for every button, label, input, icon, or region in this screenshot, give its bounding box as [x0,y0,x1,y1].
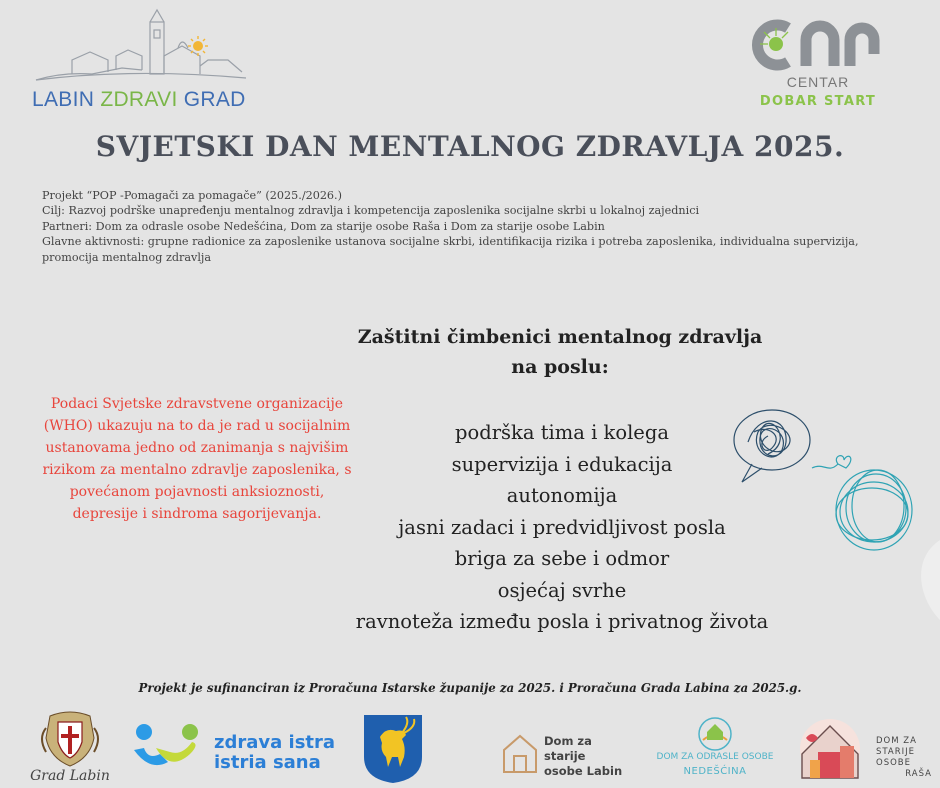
labin-logo-text [32,88,246,112]
project-info [42,188,912,265]
labin-word: LABIN [32,88,95,111]
dom-labin-logo [500,728,630,778]
factors-heading-line1: Zaštitni čimbenici mentalnog zdravlja [357,326,763,348]
grad-word: GRAD [183,88,246,111]
partners-line: Partneri: Dom za odrasle osobe Nedešćina, Dom za starije osobe Raša i Dom za starije osobe Labin [42,219,605,233]
dom-labin-line1: Dom za starije [544,734,592,763]
zdrava-istra-heart-icon [130,714,210,784]
istria-goat-crest-icon [362,713,424,785]
labin-coat-of-arms-icon [20,708,120,768]
sun-icon [188,36,208,56]
factor-item: osjećaj svrhe [497,578,627,602]
grad-labin-caption: Grad Labin [30,768,110,784]
factor-item: jasni zadaci i predvidljivost posla [398,515,726,539]
house-icon [500,728,542,776]
activities-line: Glavne aktivnosti: grupne radionice za zaposlenike ustanova socijalne skrbi, identifikacija rizika i potreba zaposlenika, individualna supervizija, [42,235,859,249]
factor-item: autonomija [506,484,618,507]
factor-item: podrška tima i kolega [455,421,669,444]
dom-nedescina-logo [652,716,778,778]
factors-heading-line2: na poslu: [511,356,609,378]
zdrava-istra-line1: zdrava istra [214,732,336,753]
who-statement: Podaci Svjetske zdravstvene organizacije (WHO) ukazuju na to da je rad u socijalnim ustanovama jedno od zanimanja s najvišim rizikom za mentalno zdravlje zaposlenika, s povećanom pojavnosti anksioznosti, depresije i sindroma sagorijevanja. [42,396,352,522]
nedescina-emblem-icon [652,716,778,752]
nedescina-line2: NEDEŠĆINA [683,766,747,777]
dom-rasa-line1: DOM ZA [876,736,917,746]
factor-item: ravnoteža između posla i privatnog života [355,610,769,633]
factors-heading [300,322,820,382]
town-skyline-icon [32,8,262,88]
labin-zdravi-grad-logo [32,8,262,112]
rasa-house-icon [796,716,864,782]
dom-labin-text [544,734,634,779]
zdravi-word: ZDRAVI [100,88,178,111]
zdrava-istra-line2: istria sana [214,752,321,773]
dom-rasa-text [876,736,936,780]
nedescina-line1: DOM ZA ODRASLE OSOBE [656,752,774,762]
dobar-start-label: DOBAR START [759,94,877,109]
speech-bubbles-doodle-icon [728,402,918,572]
dom-rasa-line4: RAŠA [905,769,932,779]
cds-monogram-icon [748,14,888,74]
funding-note: Projekt je sufinanciran iz Proračuna Istarske županije za 2025. i Proračuna Grada Labina za 2025.g. [138,681,802,695]
dom-rasa-line3: OSOBE [876,758,911,768]
goal-line: Cilj: Razvoj podrške unapređenju mentalnog zdravlja i kompetencija zaposlenika socijalne skrbi u lokalnoj zajednici [42,204,700,218]
centar-label: CENTAR [786,74,850,90]
project-line: Projekt “POP -Pomagači za pomagače” (2025./2026.) [42,189,342,202]
dom-rasa-line2: STARIJE [876,747,916,757]
page-title: SVJETSKI DAN MENTALNOG ZDRAVLJA 2025. [95,130,845,163]
factor-item: supervizija i edukacija [451,452,673,476]
centar-dobar-start-logo [748,14,888,114]
activities-line-continued: promocija mentalnog zdravlja [42,250,212,264]
grad-labin-logo [20,708,120,788]
decorative-corner-shape [900,540,940,620]
zdrava-istra-logo [130,714,350,784]
dom-labin-line2: osobe Labin [544,764,623,778]
factor-item: briga za sebe i odmor [454,547,670,570]
